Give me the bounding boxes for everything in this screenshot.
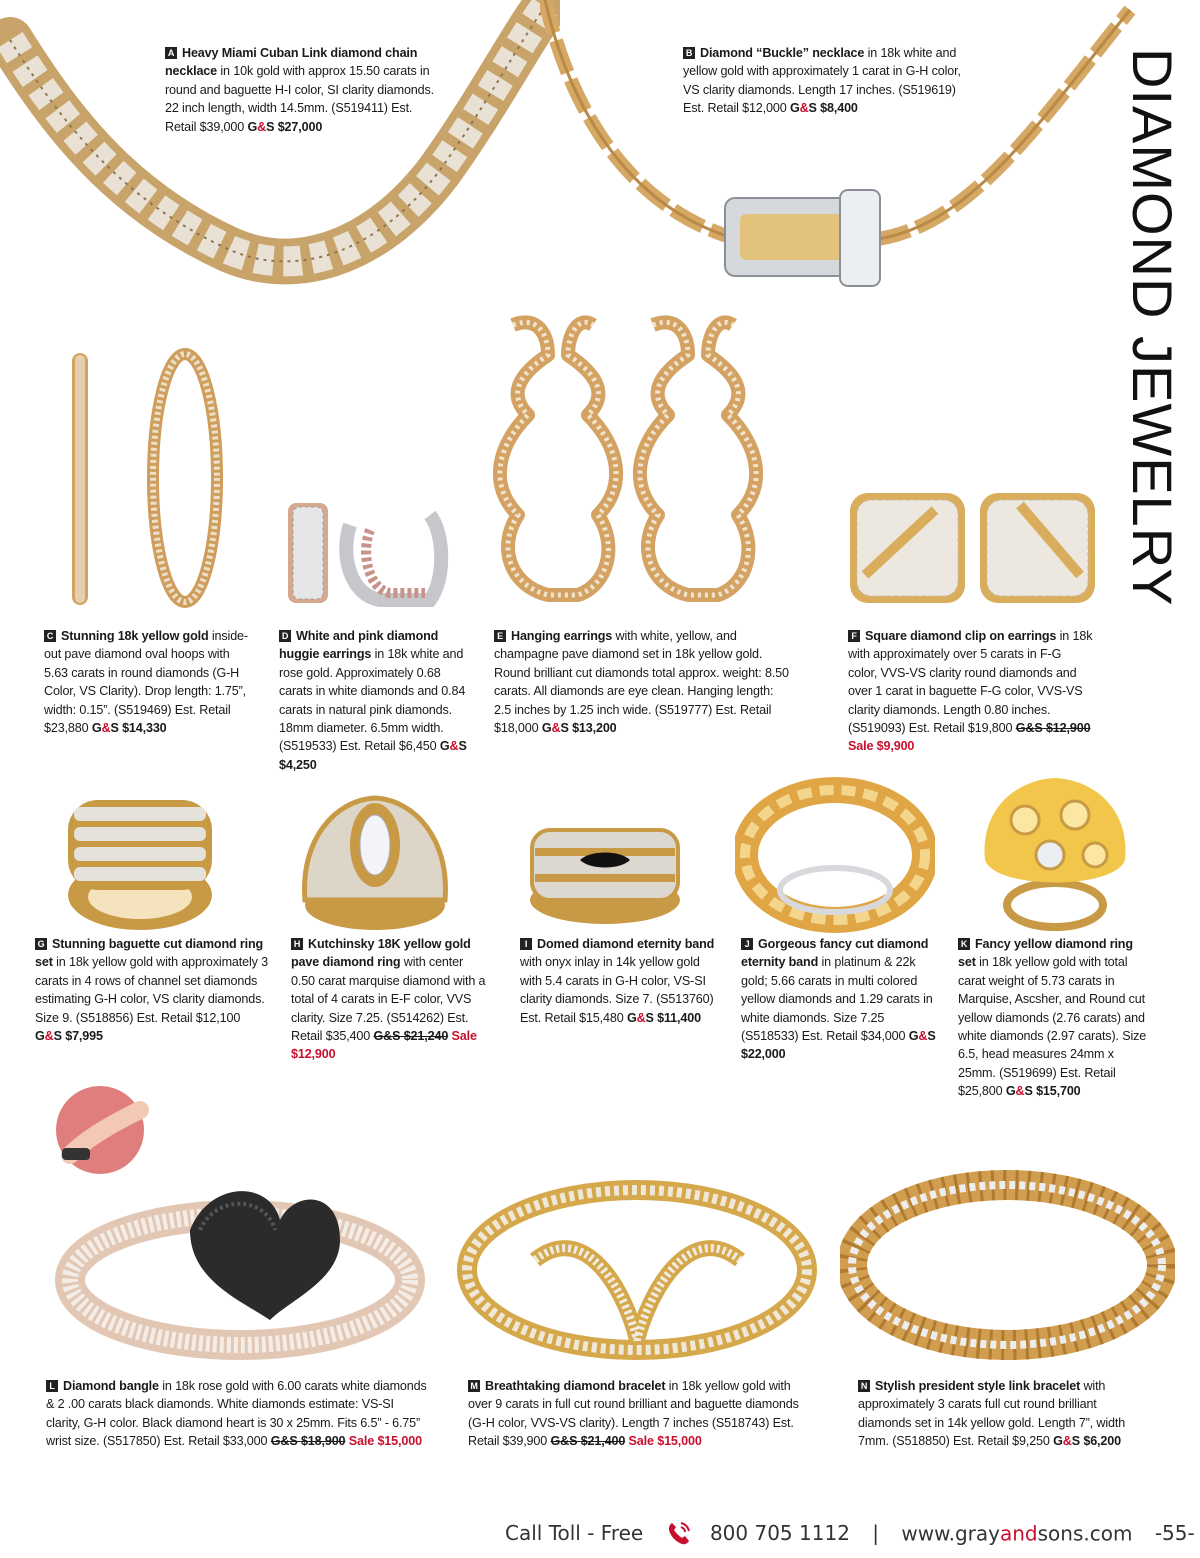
item-description <box>44 627 254 737</box>
gs-price-strike: G&S $12,900 <box>1015 721 1091 736</box>
item-body: in 18k white and yellow gold with approximately 1 carat in G-H color, VS clarity diamonds. Length 17 inches. (S519619) Est. Retail $12,000 <box>683 46 961 116</box>
sale-price: Sale $15,000 <box>628 1434 702 1449</box>
gs-price: G&S $14,330 <box>91 721 167 736</box>
item-letter: C <box>44 630 56 642</box>
item-title: Kutchinsky 18K yellow gold pave diamond ring <box>291 937 471 970</box>
item-letter: M <box>468 1380 480 1392</box>
item-body: in 18k rose gold with 6.00 carats white diamonds & 2 .00 carats black diamonds. White diamonds estimate: VS-SI clarity, G-H color. Black diamond heart is 30 x 25mm. Fits 6.5” - 6.75” wrist size. (S517850) Est. Retail $33,000 <box>46 1379 427 1449</box>
gs-price: G&S $13,200 <box>541 721 617 736</box>
domed-eternity-band-image[interactable] <box>520 820 690 930</box>
item-title: Hanging earrings <box>511 629 613 643</box>
item-title: Gorgeous fancy cut diamond eternity band <box>741 937 929 970</box>
item-title: Diamond bangle <box>63 1379 159 1393</box>
page-title: DIAMOND JEWELRY <box>1121 48 1184 607</box>
item-body: in 18k yellow gold with over 9 carats in full cut round brilliant and baguette diamonds (G-H color, VVS-VS clarity). Length 7 inches (S518743) Est. Retail $39,900 <box>468 1379 799 1449</box>
item-description <box>468 1377 813 1451</box>
hanging-earrings-image[interactable] <box>478 305 768 610</box>
item-description <box>848 627 1093 756</box>
diamond-bangle-image[interactable] <box>40 1080 460 1370</box>
website-link[interactable]: www.grayandsons.com <box>901 1521 1133 1546</box>
phone-icon <box>664 1518 694 1548</box>
item-body: with white, yellow, and champagne pave diamond set in 18k yellow gold. Round brilliant cut diamonds total approx. weight: 8.50 carats. All diamonds are eye clean. Hanging length: 2.5 inches by 1.25 inch wide. (S519777) Est. Retail $18,000 <box>494 629 789 736</box>
oval-hoop-earrings-image[interactable] <box>60 345 230 610</box>
item-description <box>741 935 939 1064</box>
phone-number[interactable]: 800 705 1112 <box>709 1521 850 1545</box>
item-description <box>858 1377 1148 1451</box>
item-body: in 10k gold with approx 15.50 carats in round and baguette H-I color, SI clarity diamonds. 22 inch length, width 14.5mm. (S519411) Est. Retail $39,000 <box>165 64 435 134</box>
item-description <box>291 935 486 1064</box>
breathtaking-bracelet-image[interactable] <box>455 1140 820 1370</box>
item-letter: A <box>165 47 177 59</box>
item-description <box>165 44 435 136</box>
sale-price: Sale $15,000 <box>348 1434 422 1449</box>
item-title: Stylish president style link bracelet <box>875 1379 1081 1393</box>
item-description <box>35 935 270 1045</box>
item-body: in platinum & 22k gold; 5.66 carats in multi colored yellow diamonds and 1.29 carats in white diamonds. Size 7.25 (S518533) Est. Retail $34,000 <box>741 955 933 1044</box>
item-title: Stunning baguette cut diamond ring set <box>35 937 264 970</box>
fancy-eternity-band-image[interactable] <box>735 775 935 935</box>
item-letter: K <box>958 938 970 950</box>
item-title: Square diamond clip on earrings <box>865 629 1057 643</box>
item-description <box>279 627 469 774</box>
gs-price: G&S $6,200 <box>1053 1434 1121 1449</box>
gs-price-strike: G&S $21,240 <box>373 1029 449 1044</box>
footer-separator: | <box>872 1521 880 1545</box>
item-letter: G <box>35 938 47 950</box>
gs-price: G&S $7,995 <box>35 1029 103 1044</box>
gs-price-strike: G&S $18,900 <box>270 1434 346 1449</box>
item-letter: L <box>46 1380 58 1392</box>
item-title: Fancy yellow diamond ring set <box>958 937 1133 970</box>
fancy-yellow-ring-image[interactable] <box>975 770 1135 935</box>
item-body: inside-out pave diamond oval hoops with 5.63 carats in round diamonds (G-H Color, VS Clarity). Drop length: 1.75”, width: 0.15”. (S519469) Est. Retail $23,880 <box>44 629 248 736</box>
item-letter: H <box>291 938 303 950</box>
item-description <box>958 935 1153 1101</box>
footer <box>505 1518 1195 1554</box>
gs-price: G&S $8,400 <box>789 101 858 116</box>
item-letter: J <box>741 938 753 950</box>
item-title: Diamond “Buckle” necklace <box>700 46 865 60</box>
item-letter: F <box>848 630 860 642</box>
item-letter: E <box>494 630 506 642</box>
item-description <box>494 627 789 737</box>
gs-price: G&S $27,000 <box>247 119 323 134</box>
item-description <box>683 44 968 118</box>
gs-price: G&S $15,700 <box>1005 1084 1081 1099</box>
item-letter: D <box>279 630 291 642</box>
kutchinsky-ring-image[interactable] <box>295 790 455 935</box>
item-description <box>46 1377 431 1451</box>
item-title: Breathtaking diamond bracelet <box>485 1379 666 1393</box>
item-description <box>520 935 715 1027</box>
item-letter: N <box>858 1380 870 1392</box>
item-title: White and pink diamond huggie earrings <box>279 629 439 662</box>
sale-price: Sale $12,900 <box>291 1029 477 1062</box>
gs-price: G&S $11,400 <box>626 1010 701 1025</box>
item-title: Stunning 18k yellow gold <box>61 629 209 643</box>
huggie-earrings-image[interactable] <box>280 495 460 610</box>
item-body: in 18k white and rose gold. Approximately 0.68 carats in white diamonds and 0.84 carats in natural pink diamonds. 18mm diameter. 6.5mm width. (S519533) Est. Retail $6,450 <box>279 647 466 754</box>
item-body: in 18k yellow gold with approximately 3 carats in 4 rows of channel set diamonds estimating G-H color, VS clarity diamonds. Size 9. (S518856) Est. Retail $12,100 <box>35 955 268 1025</box>
square-clip-earrings-image[interactable] <box>845 485 1100 610</box>
call-toll-free-label: Call Toll - Free <box>505 1521 644 1545</box>
gs-price: G&S $4,250 <box>279 739 467 772</box>
page-number: -55- <box>1154 1521 1195 1545</box>
item-body: in 18k with approximately over 5 carats in F-G color, VVS-VS clarity round diamonds and over 1 carat in baguette F-G color, VVS-VS clarity diamonds. Length 0.80 inches. (S519093) Est. Retail $19,800 <box>848 629 1093 736</box>
item-title: Domed diamond eternity band <box>537 937 715 951</box>
item-letter: I <box>520 938 532 950</box>
item-letter: B <box>683 47 695 59</box>
gs-price-strike: G&S $21,400 <box>550 1434 626 1449</box>
gs-price: G&S $22,000 <box>741 1029 936 1062</box>
sale-price: Sale $9,900 <box>848 739 915 754</box>
item-title: Heavy Miami Cuban Link diamond chain necklace <box>165 46 418 79</box>
item-body: with approximately 3 carats full cut round brilliant diamonds set in 14k yellow gold. Length 7”, width 7mm. (S518850) Est. Retail $9,250 <box>858 1379 1126 1449</box>
president-bracelet-image[interactable] <box>840 1160 1175 1360</box>
item-body: in 18k yellow gold with total carat weight of 5.73 carats in Marquise, Ascsher, and Round cut yellow diamonds (2.76 carats) and white diamonds (2.97 carats). Size 6.5, head measures 24mm x 25mm. (S519699) Est. Retail $25,800 <box>958 955 1147 1099</box>
item-body: with onyx inlay in 14k yellow gold with 5.4 carats in G-H color, VS-SI clarity diamonds. Size 7. (S513760) Est. Retail $15,480 <box>520 955 714 1025</box>
item-body: with center 0.50 carat marquise diamond with a total of 4 carats in E-F color, VVS clarity. Size 7.25. (S514262) Est. Retail $35,400 <box>291 955 486 1044</box>
baguette-ring-set-image[interactable] <box>60 785 220 935</box>
